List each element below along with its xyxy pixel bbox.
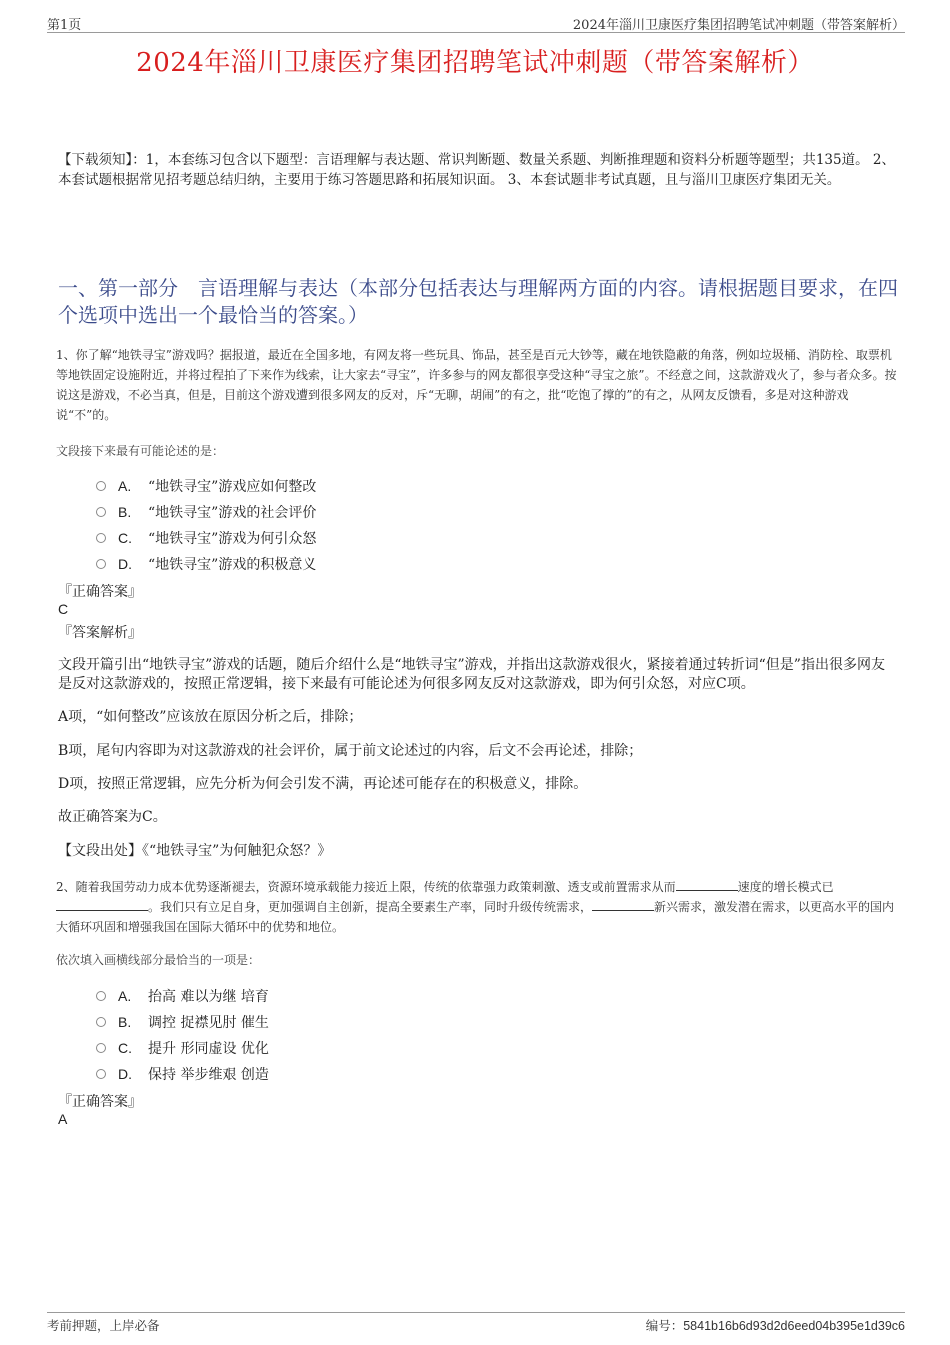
footer-slogan: 考前押题，上岸必备 (47, 1318, 160, 1333)
fill-blank (592, 898, 654, 911)
question-2-prompt: 依次填入画横线部分最恰当的一项是： (56, 953, 261, 967)
fill-blank (676, 878, 738, 891)
question-1-options (96, 473, 796, 577)
document-code: 编号：5841b16b6d93d2d6eed04b395e1d39c6 (645, 1318, 905, 1333)
question-1-text: 1、你了解“地铁寻宝”游戏吗？据报道，最近在全国多地，有网友将一些玩具、饰品，甚至是百元大钞等，藏在地铁隐蔽的角落，例如垃圾桶、消防栓、取票机等地铁固定设施附近，并将过程拍了下来作为线索，让大家去“寻宝”，许多参与的网友都很享受这种“寻宝之旅”。不经意之间，这款游戏火了，参与者众多。按说这是游戏，不必当真，但是，目前这个游戏遭到很多网友的反对，斥“无聊，胡闹”的有之，批“吃饱了撑的”的有之，从网友反馈看，多是对这种游戏说“不”的。 (56, 348, 897, 422)
radio-icon[interactable] (96, 481, 106, 491)
question-2-options (96, 983, 796, 1087)
option-a[interactable]: A. “地铁寻宝”游戏应如何整改 (96, 473, 796, 499)
header-doc-title: 2024年淄川卫康医疗集团招聘笔试冲刺题（带答案解析） (572, 18, 905, 33)
radio-icon[interactable] (96, 507, 106, 517)
answer-label: 『正确答案』 (58, 1094, 142, 1110)
document-title: 2024年淄川卫康医疗集团招聘笔试冲刺题（带答案解析） (136, 48, 814, 78)
option-a[interactable]: A. 抬高 难以为继 培育 (96, 983, 796, 1009)
analysis-paragraph: D项，按照正常逻辑，应先分析为何会引发不满，再论述可能存在的积极意义，排除。 (58, 776, 588, 792)
page-footer (47, 1312, 905, 1335)
analysis-label: 『答案解析』 (58, 625, 142, 641)
analysis-conclusion: 故正确答案为C。 (58, 809, 167, 825)
page-header (47, 14, 905, 33)
fill-blank (56, 898, 148, 911)
radio-icon[interactable] (96, 1069, 106, 1079)
question-1-prompt: 文段接下来最有可能论述的是： (56, 444, 225, 458)
analysis-paragraph: 文段开篇引出“地铁寻宝”游戏的话题，随后介绍什么是“地铁寻宝”游戏，并指出这款游戏很火，紧接着通过转折词“但是”指出很多网友是反对这款游戏的，按照正常逻辑，接下来最有可能论述为何很多网友反对这款游戏，即为何引众怒，对应C项。 (58, 657, 885, 692)
radio-icon[interactable] (96, 533, 106, 543)
option-d[interactable]: D. “地铁寻宝”游戏的积极意义 (96, 551, 796, 577)
download-notice: 【下载须知】：1，本套练习包含以下题型：言语理解与表达题、常识判断题、数量关系题、判断推理题和资料分析题等题型；共135道。 2、本套试题根据常见招考题总结归纳，主要用于练习答题思路和拓展知识面。 3、本套试题非考试真题，且与淄川卫康医疗集团无关。 (58, 152, 895, 188)
text-source: 【文段出处】《“地铁寻宝”为何触犯众怒？》 (58, 843, 332, 859)
radio-icon[interactable] (96, 1017, 106, 1027)
correct-answer: C (58, 601, 69, 617)
radio-icon[interactable] (96, 1043, 106, 1053)
question-2-text: 2、随着我国劳动力成本优势逐渐褪去，资源环境承载能力接近上限，传统的依靠强力政策刺激、透支或前置需求从而 速度的增长模式已。我们只有立足自身，更加强调自主创新，提高全要素生产率，同时升级传统需求， 新兴需求，激发潜在需求，以更高水平的国内大循环巩固和增强我国在国际大循环中的优势和地位。 (56, 880, 895, 934)
option-c[interactable]: C. “地铁寻宝”游戏为何引众怒 (96, 525, 796, 551)
correct-answer: A (58, 1111, 68, 1127)
radio-icon[interactable] (96, 559, 106, 569)
option-c[interactable]: C. 提升 形同虚设 优化 (96, 1035, 796, 1061)
radio-icon[interactable] (96, 991, 106, 1001)
analysis-paragraph: B项，尾句内容即为对这款游戏的社会评价，属于前文论述过的内容，后文不会再论述，排除； (58, 743, 643, 759)
option-d[interactable]: D. 保持 举步维艰 创造 (96, 1061, 796, 1087)
page-number: 第1页 (47, 18, 82, 33)
section-heading: 一、第一部分 言语理解与表达（本部分包括表达与理解两方面的内容。请根据题目要求，在四个选项中选出一个最恰当的答案。） (58, 276, 898, 327)
option-b[interactable]: B. “地铁寻宝”游戏的社会评价 (96, 499, 796, 525)
answer-label: 『正确答案』 (58, 584, 142, 600)
analysis-paragraph: A项，“如何整改”应该放在原因分析之后，排除； (58, 709, 363, 725)
option-b[interactable]: B. 调控 捉襟见肘 催生 (96, 1009, 796, 1035)
